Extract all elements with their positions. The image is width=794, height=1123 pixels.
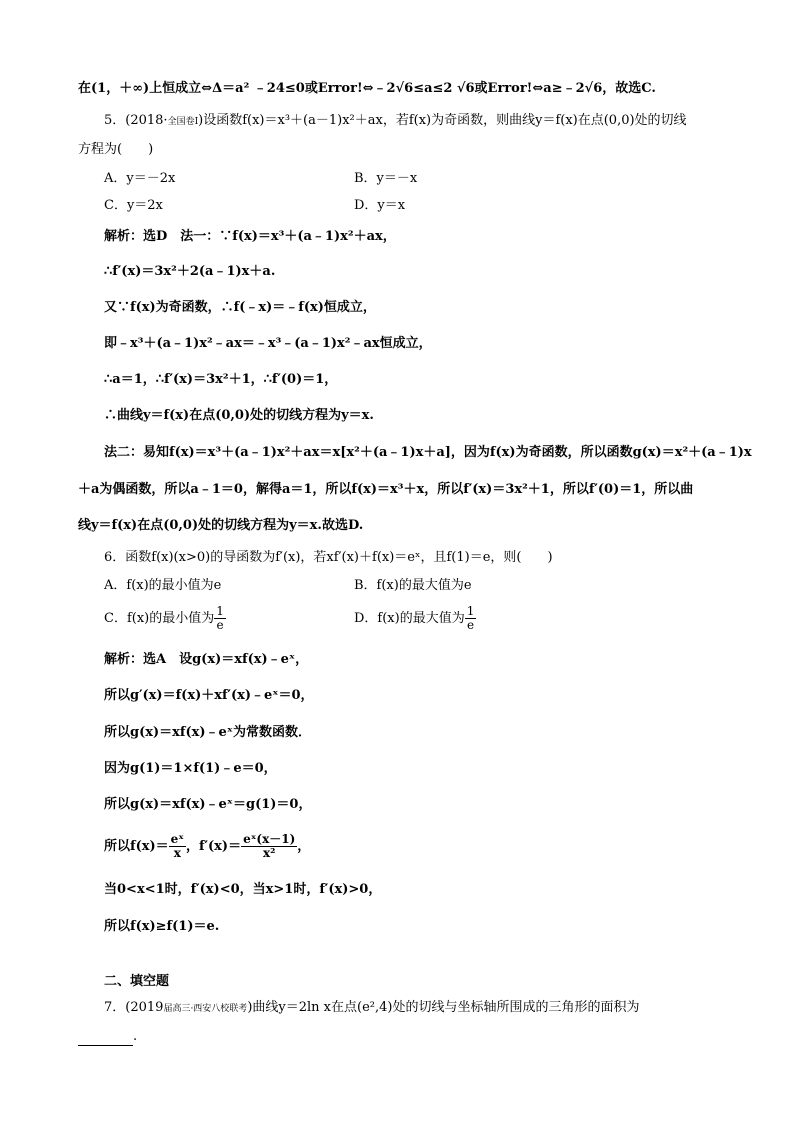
question-7 bbox=[104, 999, 639, 1018]
solution-text: 所以f(x)＝ bbox=[104, 839, 169, 854]
question-5 bbox=[104, 112, 687, 131]
option-d: D．y＝x bbox=[354, 198, 406, 213]
solution-line: 所以g′(x)＝f(x)＋xf′(x)﹣eˣ＝0， bbox=[104, 688, 314, 703]
solution-text: ， bbox=[297, 839, 311, 854]
question-text: )设函数f(x)＝x³＋(a－1)x²＋ax，若f(x)为奇函数，则曲线y＝f(x)在点(0,0)处的切线 bbox=[198, 113, 687, 128]
line-text: 在(1，＋∞)上恒成立⇔Δ＝a² ﹣24≤0或Error!⇔﹣2√6≤a≤2 √6或Error!⇔a≥﹣2√6，故选C. bbox=[78, 81, 656, 96]
question-text: )曲线y＝2ln x在点(e²,4)处的切线与坐标轴所围成的三角形的面积为 bbox=[247, 1000, 640, 1015]
fraction bbox=[169, 833, 186, 860]
solution-line: 所以g(x)＝xf(x)﹣eˣ＝g(1)＝0， bbox=[104, 797, 312, 812]
fraction bbox=[241, 833, 297, 860]
solution-line: 因为g(1)＝1×f(1)﹣e＝0， bbox=[104, 761, 277, 776]
option-a: A．f(x)的最小值为e bbox=[104, 578, 222, 593]
question-number: 5．(2018· bbox=[104, 113, 168, 128]
fraction-numerator: 1 bbox=[466, 604, 475, 618]
solution-line: ∴曲线y＝f(x)在点(0,0)处的切线方程为y＝x. bbox=[104, 408, 374, 423]
solution-line: 又∵f(x)为奇函数，∴f(﹣x)＝﹣f(x)恒成立， bbox=[104, 300, 376, 315]
option-a: A．y＝－2x bbox=[104, 171, 176, 186]
question-number: 7．(2019 bbox=[104, 1000, 164, 1015]
solution-line bbox=[104, 830, 310, 864]
option-text: D．f(x)的最大值为 bbox=[354, 611, 465, 626]
solution-line: 当0<x<1时，f′(x)<0，当x>1时，f′(x)>0， bbox=[104, 882, 382, 897]
solution-line: 解析：选D 法一：∵f(x)＝x³＋(a﹣1)x²＋ax， bbox=[104, 229, 396, 244]
solution-text: ，f′(x)＝ bbox=[186, 839, 242, 854]
solution-line: 即﹣x³＋(a﹣1)x²﹣ax＝﹣x³﹣(a﹣1)x²﹣ax恒成立， bbox=[104, 336, 432, 351]
option-c: C．y＝2x bbox=[104, 198, 163, 213]
question-7-cont bbox=[78, 1028, 137, 1046]
solution-line: ∴a＝1，∴f′(x)＝3x²＋1，∴f′(0)＝1， bbox=[104, 372, 338, 387]
fraction-denominator: e bbox=[216, 618, 224, 632]
section-heading: 二、填空题 bbox=[104, 974, 170, 989]
fraction-denominator: e bbox=[466, 618, 475, 632]
solution-line: 法二：易知f(x)＝x³＋(a﹣1)x²＋ax＝x[x²＋(a﹣1)x＋a]，因为f(x)为奇函数，所以函数g(x)＝x²＋(a﹣1)x bbox=[104, 445, 752, 460]
fraction bbox=[214, 605, 226, 632]
text-line bbox=[78, 80, 656, 98]
fraction bbox=[465, 605, 477, 632]
option-c bbox=[104, 603, 226, 635]
fraction-denominator: x² bbox=[262, 846, 276, 860]
fraction-numerator: eˣ bbox=[170, 832, 184, 846]
option-text: C．f(x)的最小值为 bbox=[104, 611, 215, 626]
question-5-cont: 方程为( ) bbox=[78, 142, 154, 157]
solution-line: 所以g(x)＝xf(x)﹣eˣ为常数函数． bbox=[104, 725, 311, 740]
fraction-numerator: eˣ(x－1) bbox=[243, 832, 296, 846]
option-b: B．y＝－x bbox=[354, 171, 418, 186]
solution-line: 解析：选A 设g(x)＝xf(x)﹣eˣ， bbox=[104, 652, 309, 667]
fraction-denominator: x bbox=[173, 846, 181, 860]
option-b: B．f(x)的最大值为e bbox=[354, 578, 472, 593]
question-text: . bbox=[133, 1029, 138, 1044]
solution-line: ∴f′(x)＝3x²＋2(a﹣1)x＋a. bbox=[104, 264, 276, 279]
fraction-numerator: 1 bbox=[216, 604, 224, 618]
question-source: 届高三·西安八校联考 bbox=[163, 1004, 248, 1014]
solution-line: 线y＝f(x)在点(0,0)处的切线方程为y＝x.故选D. bbox=[78, 518, 364, 533]
answer-blank bbox=[78, 1032, 133, 1046]
solution-line: ＋a为偶函数，所以a﹣1＝0，解得a＝1，所以f(x)＝x³＋x，所以f′(x)＝3x²＋1，所以f′(0)＝1，所以曲 bbox=[78, 482, 694, 497]
question-6: 6．函数f(x)(x>0)的导函数为f′(x)，若xf′(x)＋f(x)＝eˣ，且f(1)＝e，则( ) bbox=[104, 550, 553, 565]
question-source: 全国卷Ⅰ bbox=[167, 117, 199, 127]
solution-line: 所以f(x)≥f(1)＝e. bbox=[104, 919, 220, 934]
option-d bbox=[354, 603, 476, 635]
